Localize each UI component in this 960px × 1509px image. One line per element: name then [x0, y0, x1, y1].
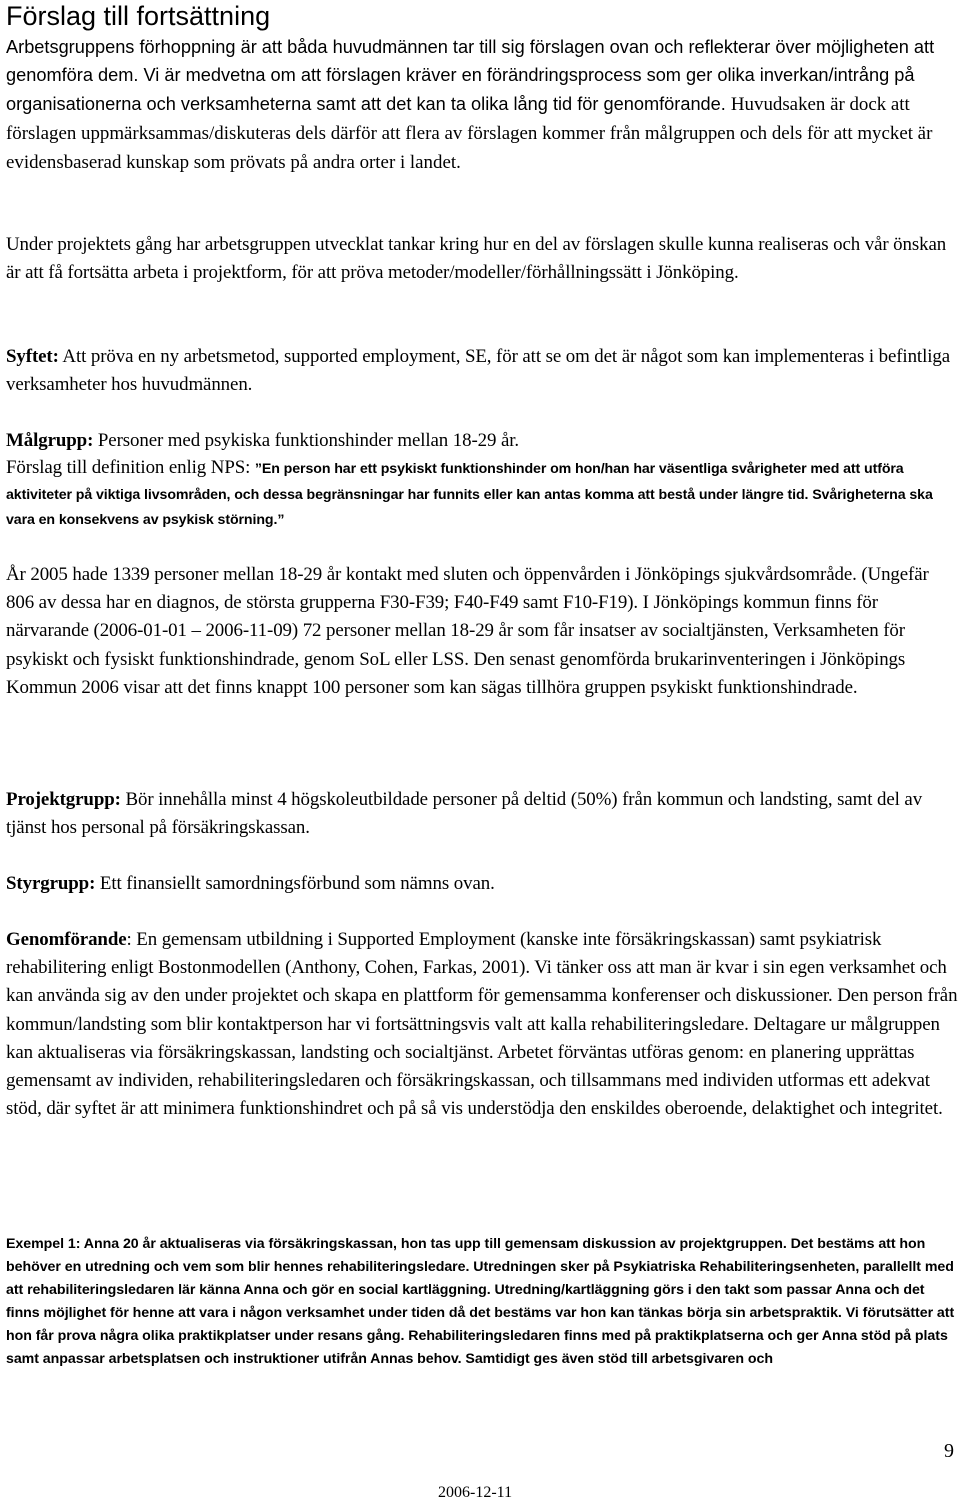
- styrgrupp-paragraph: [6, 870, 958, 898]
- genomforande-label: Genomförande: [6, 929, 127, 950]
- genomforande-text: : En gemensam utbildning i Supported Employment (kanske inte försäkringskassan) samt psykiatrisk rehabilitering enligt Bostonmodellen (Anthony, Cohen, Farkas, 2001). Vi tänker oss att man är kvar i sin egen verksamhet och kan använda sig av den under projektet och skapa en plattform för gemensamma konferenser och diskussioner. Den person från kommun/landsting som blir kontaktperson har vi fortsättningsvis valt att kalla rehabiliteringsledare. Deltagare ur målgruppen kan aktualiseras via försäkringskassan, landsting och socialtjänst. Arbetet förväntas utföras genom: en planering upprättas gemensamt av individen, rehabiliteringsledaren och försäkringskassan, och tillsammans med individen utformas ett adekvat stöd, där syftet är att minimera funktionshindret och på så vis understödja den enskildes oberoende, delaktighet och integritet.: [6, 929, 958, 1120]
- footer-date: 2006-12-11: [438, 1484, 513, 1501]
- projektgrupp-paragraph: [6, 786, 958, 842]
- intro-text-part2: Huvudsaken är dock att förslagen uppmärksammas/diskuteras dels därför att flera av förslagen kommer från målgruppen och dels för att mycket är evidensbaserad kunskap som prövats på andra orter i landet.: [6, 93, 933, 174]
- malgrupp-text: Personer med psykiska funktionshinder mellan 18-29 år.: [97, 430, 520, 451]
- example-line-3: Rehabiliteringsledaren finns med på praktikplatserna och ger Anna stöd på plats samt anpassar arbetsplatsen och instruktioner utifrån Annas behov. Samtidigt ges även stöd till arbetsgivaren och: [6, 1327, 948, 1367]
- genomforande-paragraph: [6, 926, 958, 1123]
- styrgrupp-label: Styrgrupp:: [6, 873, 96, 894]
- syfte-label: Syftet:: [6, 346, 59, 367]
- project-paragraph: Under projektets gång har arbetsgruppen utvecklat tankar kring hur en del av förslagen skulle kunna realiseras och vår önskan är att få fortsätta arbeta i projektform, för att pröva metoder/modeller/förhållningssätt i Jönköping.: [6, 234, 947, 284]
- example-box: [6, 1233, 958, 1370]
- example-line-1: Exempel 1: Anna 20 år aktualiseras via försäkringskassan, hon tas upp till gemensam diskussion av projektgruppen. Det bestäms att hon behöver en utredning och vem som blir hennes rehabiliteringsledare.: [6, 1236, 926, 1275]
- malgrupp-paragraph: [6, 427, 958, 455]
- projektgrupp-label: Projektgrupp:: [6, 789, 121, 810]
- section-heading: Förslag till fortsättning: [6, 1, 271, 31]
- projektgrupp-text: Bör innehålla minst 4 högskoleutbildade personer på deltid (50%) från kommun och landsting, samt del av tjänst hos personal på försäkringskassan.: [6, 789, 923, 839]
- syfte-paragraph: [6, 343, 958, 399]
- styrgrupp-text: Ett finansiellt samordningsförbund som nämns ovan.: [99, 873, 495, 894]
- intro-text-part1: Arbetsgruppens förhoppning är att båda huvudmännen tar till sig förslagen ovan och reflekterar över möjligheten att genomföra dem. Vi är medvetna om att förslagen kräver en förändringsprocess som ger olika inverkan/intrång på organisationerna och verksamheterna samt att det kan ta olika lång tid för genomförande.: [6, 37, 935, 114]
- page-number: 9: [944, 1440, 954, 1462]
- definition-quote: ”En person har ett psykiskt funktionshinder om hon/han har väsentliga svårigheter med att utföra aktiviteter på viktiga livsområden, och dessa begränsningar har funnits eller kan antas komma att bestå under längre tid. Svårigheterna ska vara en konsekvens av psykisk störning.”: [6, 461, 933, 529]
- intro-paragraph: [6, 33, 958, 177]
- definition-intro: Förslag till definition enlig NPS:: [6, 457, 251, 478]
- syfte-text: Att pröva en ny arbetsmetod, supported employment, SE, för att se om det är något som kan implementeras i befintliga verksamheter hos huvudmännen.: [6, 346, 950, 396]
- statistics-paragraph: År 2005 hade 1339 personer mellan 18-29 år kontakt med sluten och öppenvården i Jönköpings sjukvårdsområde. (Ungefär 806 av dessa har en diagnos, de största grupperna F30-F39; F40-F49 samt F10-F19). I Jönköpings kommun finns för närvarande (2006-01-01 – 2006-11-09) 72 personer mellan 18-29 år som får insatser av socialtjänsten, Verksamheten för psykiskt och fysiskt funktionshindrade, genom SoL eller LSS. Den senast genomförda brukarinventeringen i Jönköpings Kommun 2006 visar att det finns knappt 100 personer som kan sägas tillhöra gruppen psykiskt funktionshindrade.: [6, 564, 929, 698]
- definition-paragraph: [6, 456, 958, 533]
- malgrupp-label: Målgrupp:: [6, 430, 94, 451]
- example-line-2: Utredningen sker på Psykiatriska Rehabiliteringsenheten, parallellt med att rehabiliteringsledaren lär känna Anna och gör en social kartläggning. Utredning/kartläggning görs i den takt som passar Anna och det finns möjlighet för henne att vara i någon verksamhet under tiden då det bestäms var hon kan tänkas börja sin arbetspraktik. Vi förutsätter att hon får prova några olika praktikplatser under resans gång.: [6, 1258, 955, 1344]
